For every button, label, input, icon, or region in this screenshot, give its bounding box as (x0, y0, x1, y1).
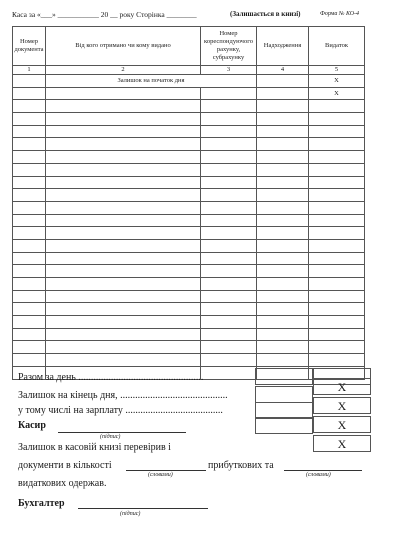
table-cell (201, 303, 257, 316)
table-cell (201, 125, 257, 138)
table-cell (257, 252, 309, 265)
table-cell (309, 113, 365, 126)
table-cell (309, 252, 365, 265)
table-cell (257, 278, 309, 291)
table-cell (46, 163, 201, 176)
table-cell (46, 100, 201, 113)
table-row (13, 151, 365, 164)
table-cell (13, 151, 46, 164)
table-cell (201, 354, 257, 367)
table-cell (201, 366, 257, 379)
table-cell (201, 290, 257, 303)
table-row (13, 87, 365, 100)
table-cell (309, 341, 365, 354)
table-row (13, 252, 365, 265)
table-cell (201, 341, 257, 354)
table-row (13, 163, 365, 176)
table-cell (13, 100, 46, 113)
col-num-3: 3 (201, 66, 257, 75)
table-cell (46, 125, 201, 138)
table-cell (257, 87, 309, 100)
table-cell (257, 354, 309, 367)
table-cell (46, 341, 201, 354)
table-cell (309, 100, 365, 113)
table-cell (13, 87, 46, 100)
cashier-signature-hint: (підпис) (100, 434, 121, 440)
table-cell (257, 214, 309, 227)
table-cell (309, 227, 365, 240)
table-cell (257, 151, 309, 164)
table-cell (257, 290, 309, 303)
table-cell (13, 354, 46, 367)
table-cell (201, 100, 257, 113)
table-row (13, 328, 365, 341)
table-cell (201, 151, 257, 164)
table-cell (201, 189, 257, 202)
x-mark: X (309, 87, 365, 100)
table-cell (309, 316, 365, 329)
docs-expense-count-line (284, 470, 362, 471)
table-cell (257, 227, 309, 240)
table-cell (309, 176, 365, 189)
table-row (13, 239, 365, 252)
cashier-label: Касир (18, 420, 46, 431)
table-cell (46, 316, 201, 329)
table-cell (201, 316, 257, 329)
table-cell (257, 201, 309, 214)
col-num-1: 1 (13, 66, 46, 75)
table-row (13, 303, 365, 316)
table-cell (257, 239, 309, 252)
table-cell (13, 303, 46, 316)
docs-income-count-line (126, 470, 206, 471)
table-cell (201, 328, 257, 341)
checked-label: Залишок в касовій книзі перевірив і (18, 442, 171, 453)
x-mark: X (309, 75, 365, 88)
table-row (13, 278, 365, 291)
table-row (13, 201, 365, 214)
table-cell (13, 252, 46, 265)
table-cell (46, 176, 201, 189)
table-cell (309, 239, 365, 252)
table-cell (201, 265, 257, 278)
table-cell (309, 163, 365, 176)
table-cell (13, 201, 46, 214)
table-cell (309, 138, 365, 151)
col-num-2: 2 (46, 66, 201, 75)
table-cell (13, 75, 46, 88)
table-cell (46, 239, 201, 252)
col-account-number: Номер кореспондуючого рахунку, субрахунку (201, 27, 257, 66)
col-income: Надходження (257, 27, 309, 66)
table-cell (309, 201, 365, 214)
table-cell (309, 278, 365, 291)
table-cell (257, 328, 309, 341)
table-cell (257, 265, 309, 278)
table-cell (257, 163, 309, 176)
header-line: Каса за «___» ___________ 20 __ року Сторінка ________ (12, 10, 197, 19)
table-cell (201, 201, 257, 214)
day-total-income-box (255, 368, 313, 385)
cashier-signature-line (58, 432, 186, 433)
cash-ledger-table (12, 26, 365, 380)
table-cell (201, 87, 257, 100)
table-cell (257, 341, 309, 354)
table-cell (201, 278, 257, 291)
x-mark: X (313, 435, 371, 452)
table-cell (46, 87, 201, 100)
table-cell (201, 113, 257, 126)
words-hint: (словами) (306, 472, 331, 478)
table-cell (46, 214, 201, 227)
accountant-label: Бухгалтер (18, 498, 65, 509)
table-cell (13, 265, 46, 278)
table-cell (257, 113, 309, 126)
table-row (13, 125, 365, 138)
table-cell (46, 265, 201, 278)
table-cell (46, 354, 201, 367)
col-doc-number: Номер документа (13, 27, 46, 66)
table-cell (309, 189, 365, 202)
table-row (13, 290, 365, 303)
table-cell (13, 290, 46, 303)
table-cell (257, 316, 309, 329)
day-total-label: Разом за день .................................................. (18, 372, 204, 383)
table-cell (201, 227, 257, 240)
table-cell (201, 176, 257, 189)
words-hint: (словами) (148, 472, 173, 478)
table-cell (309, 265, 365, 278)
table-cell (201, 138, 257, 151)
table-cell (46, 227, 201, 240)
table-cell (309, 214, 365, 227)
end-balance-income-box (255, 386, 313, 403)
table-cell (13, 138, 46, 151)
table-cell (13, 341, 46, 354)
table-cell (46, 113, 201, 126)
table-cell (46, 278, 201, 291)
table-cell (309, 125, 365, 138)
table-cell (201, 252, 257, 265)
table-cell (13, 328, 46, 341)
header-note: (Залишається в книзі) (230, 10, 301, 18)
cashier-income-box (255, 417, 313, 434)
col-expense: Видаток (309, 27, 365, 66)
x-mark: X (313, 416, 371, 433)
col-num-5: 5 (309, 66, 365, 75)
docs-income-label: прибуткових та (208, 460, 274, 471)
table-cell (13, 227, 46, 240)
table-cell (46, 252, 201, 265)
table-cell (201, 239, 257, 252)
table-cell (46, 138, 201, 151)
table-cell (13, 316, 46, 329)
table-row (13, 176, 365, 189)
table-row (13, 227, 365, 240)
table-cell (309, 303, 365, 316)
table-row (13, 354, 365, 367)
table-cell (309, 354, 365, 367)
table-cell (46, 328, 201, 341)
x-mark: X (313, 378, 371, 395)
table-cell (46, 201, 201, 214)
table-cell (46, 290, 201, 303)
table-row (13, 316, 365, 329)
table-cell (13, 176, 46, 189)
table-cell (257, 75, 309, 88)
table-cell (201, 214, 257, 227)
table-cell (13, 189, 46, 202)
table-cell (309, 151, 365, 164)
col-counterparty: Від кого отримано чи кому видано (46, 27, 201, 66)
table-cell (46, 303, 201, 316)
table-cell (46, 151, 201, 164)
table-cell (257, 138, 309, 151)
table-row (13, 189, 365, 202)
table-row (13, 341, 365, 354)
end-balance-label: Залишок на кінець дня, ........................................... (18, 390, 228, 401)
table-row (13, 265, 365, 278)
table-cell (13, 113, 46, 126)
table-cell (257, 303, 309, 316)
table-row (13, 214, 365, 227)
table-cell (201, 163, 257, 176)
table-cell (13, 163, 46, 176)
accountant-signature-line (78, 508, 208, 509)
table-cell (309, 328, 365, 341)
table-cell (13, 239, 46, 252)
table-cell (257, 176, 309, 189)
column-number-row (13, 66, 365, 75)
table-cell (13, 278, 46, 291)
opening-balance-row (13, 75, 365, 88)
table-row (13, 100, 365, 113)
table-cell (46, 189, 201, 202)
form-number: Форма № КО-4 (320, 11, 360, 17)
table-row (13, 138, 365, 151)
x-mark: X (313, 397, 371, 414)
table-cell (257, 189, 309, 202)
table-cell (309, 290, 365, 303)
table-cell (257, 125, 309, 138)
col-num-4: 4 (257, 66, 309, 75)
docs-expense-label: видаткових одержав. (18, 478, 107, 489)
docs-prefix-label: документи в кількості (18, 460, 112, 471)
table-cell (13, 214, 46, 227)
table-header-row (13, 27, 365, 66)
table-cell (257, 100, 309, 113)
table-row (13, 113, 365, 126)
accountant-signature-hint: (підпис) (120, 511, 141, 517)
table-cell (13, 125, 46, 138)
opening-balance-label: Залишок на початок дня (46, 75, 257, 88)
salary-label: у тому числі на зарплату ....................................... (18, 405, 223, 416)
